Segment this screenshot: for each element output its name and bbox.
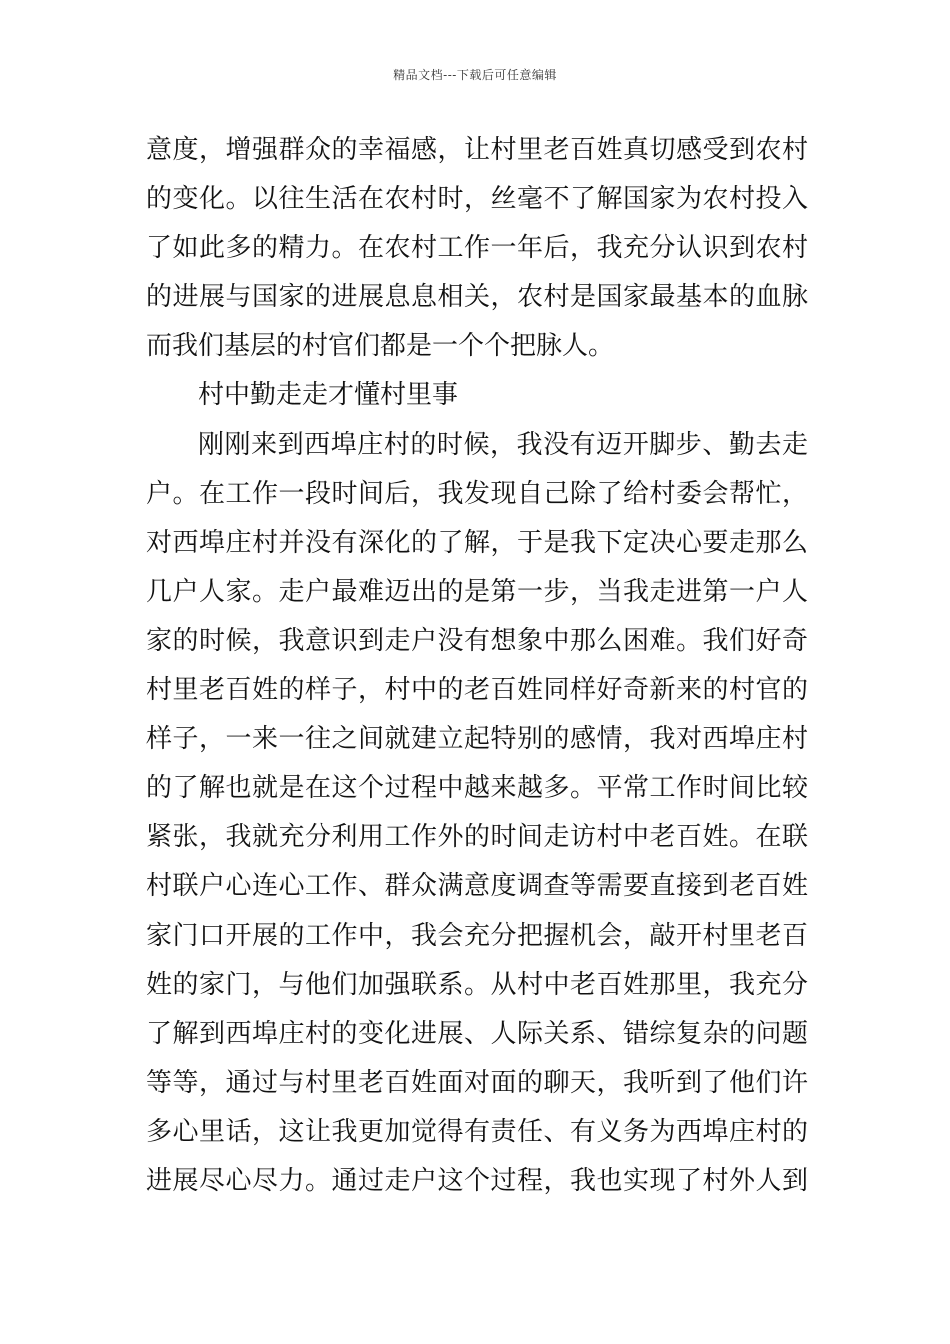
- text-line: 对西埠庄村并没有深化的了解，于是我下定决心要走那么: [146, 527, 808, 558]
- text-line: 的进展与国家的进展息息相关，农村是国家最基本的血脉: [146, 282, 808, 313]
- text-line: 刚刚来到西埠庄村的时候，我没有迈开脚步、勤去走: [198, 429, 808, 460]
- text-line: 紧张，我就充分利用工作外的时间走访村中老百姓。在联: [146, 822, 808, 853]
- text-line: 家门口开展的工作中，我会充分把握机会，敲开村里老百: [146, 920, 808, 951]
- section-heading: 村中勤走走才懂村里事: [198, 380, 459, 411]
- text-line: 多心里话，这让我更加觉得有责任、有义务为西埠庄村的: [146, 1116, 808, 1147]
- text-line: 样子，一来一往之间就建立起特别的感情，我对西埠庄村: [146, 724, 808, 755]
- text-line: 等等，通过与村里老百姓面对面的聊天，我听到了他们许: [146, 1067, 808, 1098]
- text-line: 村联户心连心工作、群众满意度调查等需要直接到老百姓: [146, 871, 808, 902]
- text-line: 了如此多的精力。在农村工作一年后，我充分认识到农村: [146, 233, 808, 264]
- text-line: 进展尽心尽力。通过走户这个过程，我也实现了村外人到: [146, 1165, 808, 1196]
- text-line: 村里老百姓的样子，村中的老百姓同样好奇新来的村官的: [146, 675, 808, 706]
- document-body: [146, 126, 808, 1206]
- text-line: 几户人家。走户最难迈出的是第一步，当我走进第一户人: [146, 576, 808, 607]
- text-line: 意度，增强群众的幸福感，让村里老百姓真切感受到农村: [146, 135, 808, 165]
- text-line: 了解到西埠庄村的变化进展、人际关系、错综复杂的问题: [146, 1018, 808, 1049]
- text-line: 户。在工作一段时间后，我发现自己除了给村委会帮忙，: [146, 478, 808, 509]
- text-line: 的了解也就是在这个过程中越来越多。平常工作时间比较: [146, 773, 808, 804]
- text-line: 而我们基层的村官们都是一个个把脉人。: [146, 331, 615, 362]
- text-line: 姓的家门，与他们加强联系。从村中老百姓那里，我充分: [146, 969, 808, 1000]
- page-header: 精品文档---下载后可任意编辑: [393, 68, 557, 82]
- text-line: 的变化。以往生活在农村时，丝毫不了解国家为农村投入: [146, 184, 808, 215]
- text-line: 家的时候，我意识到走户没有想象中那么困难。我们好奇: [146, 625, 808, 656]
